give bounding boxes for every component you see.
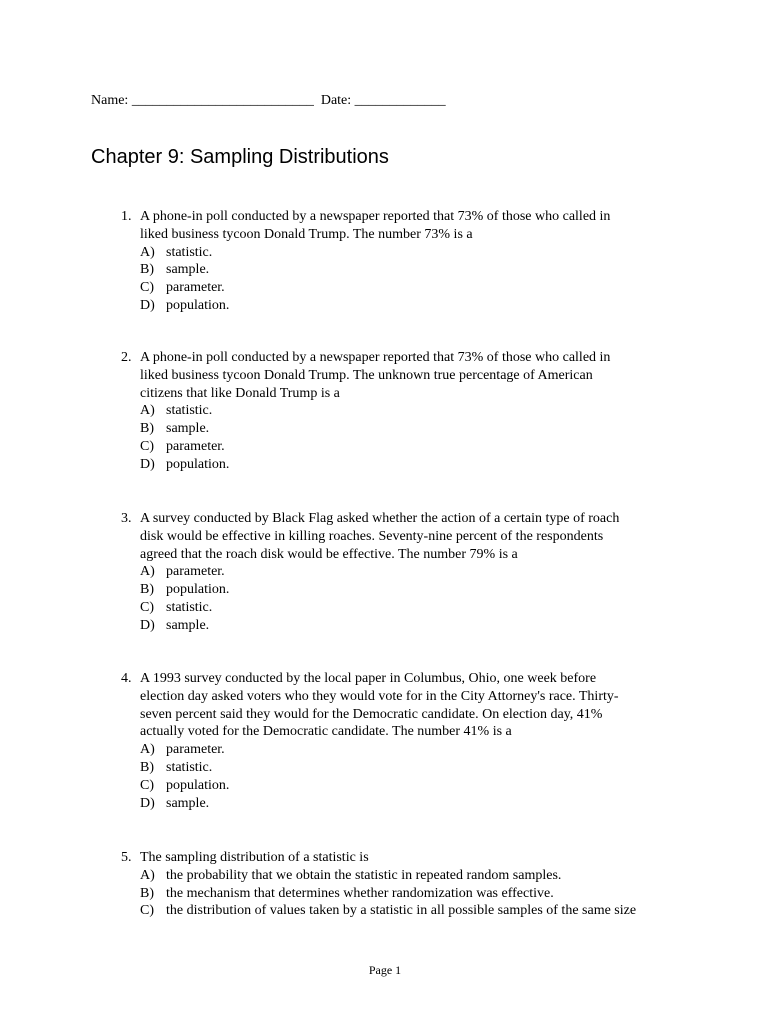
option-text: parameter. (166, 280, 225, 296)
question-stem-line: liked business tycoon Donald Trump. The unknown true percentage of American (140, 367, 593, 383)
name-label: Name: (91, 93, 129, 108)
answer-option[interactable] (140, 759, 212, 777)
answer-option[interactable] (140, 438, 225, 456)
answer-option[interactable] (140, 599, 212, 617)
option-letter: B) (140, 582, 154, 598)
answer-option[interactable] (140, 867, 561, 885)
option-text: sample. (166, 617, 210, 633)
option-letter: C) (140, 600, 154, 615)
option-text: sample. (166, 795, 210, 811)
option-text: parameter. (166, 439, 225, 454)
answer-option[interactable] (140, 420, 209, 438)
option-text: statistic. (166, 244, 213, 260)
question-stem-line: The sampling distribution of a statistic is (140, 850, 369, 865)
question-stem (140, 208, 665, 244)
option-text: statistic. (166, 760, 213, 775)
question-stem (140, 849, 665, 867)
answer-option[interactable] (140, 563, 225, 581)
option-letter: A) (140, 867, 155, 883)
question-stem-line: agreed that the roach disk would be effective. The number 79% is a (140, 546, 518, 562)
question-stem-line: liked business tycoon Donald Trump. The number 73% is a (140, 226, 473, 242)
option-letter: D) (140, 617, 155, 633)
option-letter: B) (140, 421, 154, 437)
page-number: Page 1 (368, 963, 402, 977)
question-number: 2. (121, 350, 132, 365)
question-stem-line: citizens that like Donald Trump is a (140, 385, 340, 401)
option-letter: C) (140, 439, 154, 454)
option-letter: A) (140, 564, 155, 580)
option-text: population. (166, 456, 230, 472)
question-stem-line: A 1993 survey conducted by the local paper in Columbus, Ohio, one week before (140, 671, 597, 686)
answer-option[interactable] (140, 741, 225, 759)
option-letter: A) (140, 244, 155, 260)
option-letter: D) (140, 795, 155, 811)
question-stem-line: actually voted for the Democratic candidate. The number 41% is a (140, 724, 512, 740)
answer-option[interactable] (140, 777, 229, 795)
chapter-title: Chapter 9: Sampling Distributions (91, 146, 389, 168)
question-stem (140, 510, 665, 563)
option-text: population. (166, 298, 230, 313)
option-letter: A) (140, 742, 155, 758)
question-number: 5. (121, 850, 132, 865)
option-letter: B) (140, 262, 154, 278)
question-stem (140, 670, 665, 741)
answer-option[interactable] (140, 244, 212, 262)
option-letter: C) (140, 280, 154, 296)
option-letter: A) (140, 403, 155, 419)
option-letter: D) (140, 456, 155, 472)
answer-option[interactable] (140, 902, 636, 920)
answer-option[interactable] (140, 456, 229, 474)
option-text: parameter. (166, 564, 225, 580)
option-letter: C) (140, 777, 154, 793)
option-text: sample. (166, 421, 210, 437)
date-label: Date: (320, 93, 352, 108)
answer-option[interactable] (140, 617, 209, 635)
option-text: the probability that we obtain the statistic in repeated random samples. (166, 867, 562, 883)
option-text: the distribution of values taken by a statistic in all possible samples of the same size (166, 903, 637, 919)
question-stem (140, 349, 665, 402)
option-letter: B) (140, 885, 154, 901)
answer-option[interactable] (140, 402, 212, 420)
option-text: statistic. (166, 403, 213, 419)
question-number: 4. (121, 671, 132, 686)
answer-option[interactable] (140, 581, 229, 599)
question-stem-line: seven percent said they would for the Democratic candidate. On election day, 41% (140, 706, 603, 722)
name-blank: __________________________ (131, 93, 314, 108)
question-stem-line: A survey conducted by Black Flag asked whether the action of a certain type of roach (140, 511, 620, 526)
option-text: population. (166, 582, 230, 598)
option-letter: C) (140, 903, 154, 919)
question-stem-line: disk would be effective in killing roaches. Seventy-nine percent of the respondents (140, 528, 604, 544)
option-text: parameter. (166, 742, 225, 758)
question-number: 3. (121, 511, 132, 526)
answer-option[interactable] (140, 279, 225, 297)
date-blank: _____________ (354, 93, 446, 108)
answer-option[interactable] (140, 795, 209, 813)
option-text: the mechanism that determines whether randomization was effective. (166, 885, 554, 901)
answer-option[interactable] (140, 297, 229, 315)
option-text: population. (166, 777, 230, 793)
question-number: 1. (121, 209, 132, 224)
option-text: sample. (166, 262, 210, 278)
option-letter: B) (140, 760, 154, 775)
answer-option[interactable] (140, 885, 554, 903)
question-stem-line: A phone-in poll conducted by a newspaper reported that 73% of those who called in (140, 350, 611, 365)
question-stem-line: A phone-in poll conducted by a newspaper reported that 73% of those who called in (140, 209, 611, 224)
answer-option[interactable] (140, 261, 209, 279)
option-text: statistic. (166, 600, 213, 615)
student-info-line (91, 93, 446, 109)
option-letter: D) (140, 298, 155, 313)
question-stem-line: election day asked voters who they would vote for in the City Attorney's race. Thirty- (140, 688, 619, 704)
